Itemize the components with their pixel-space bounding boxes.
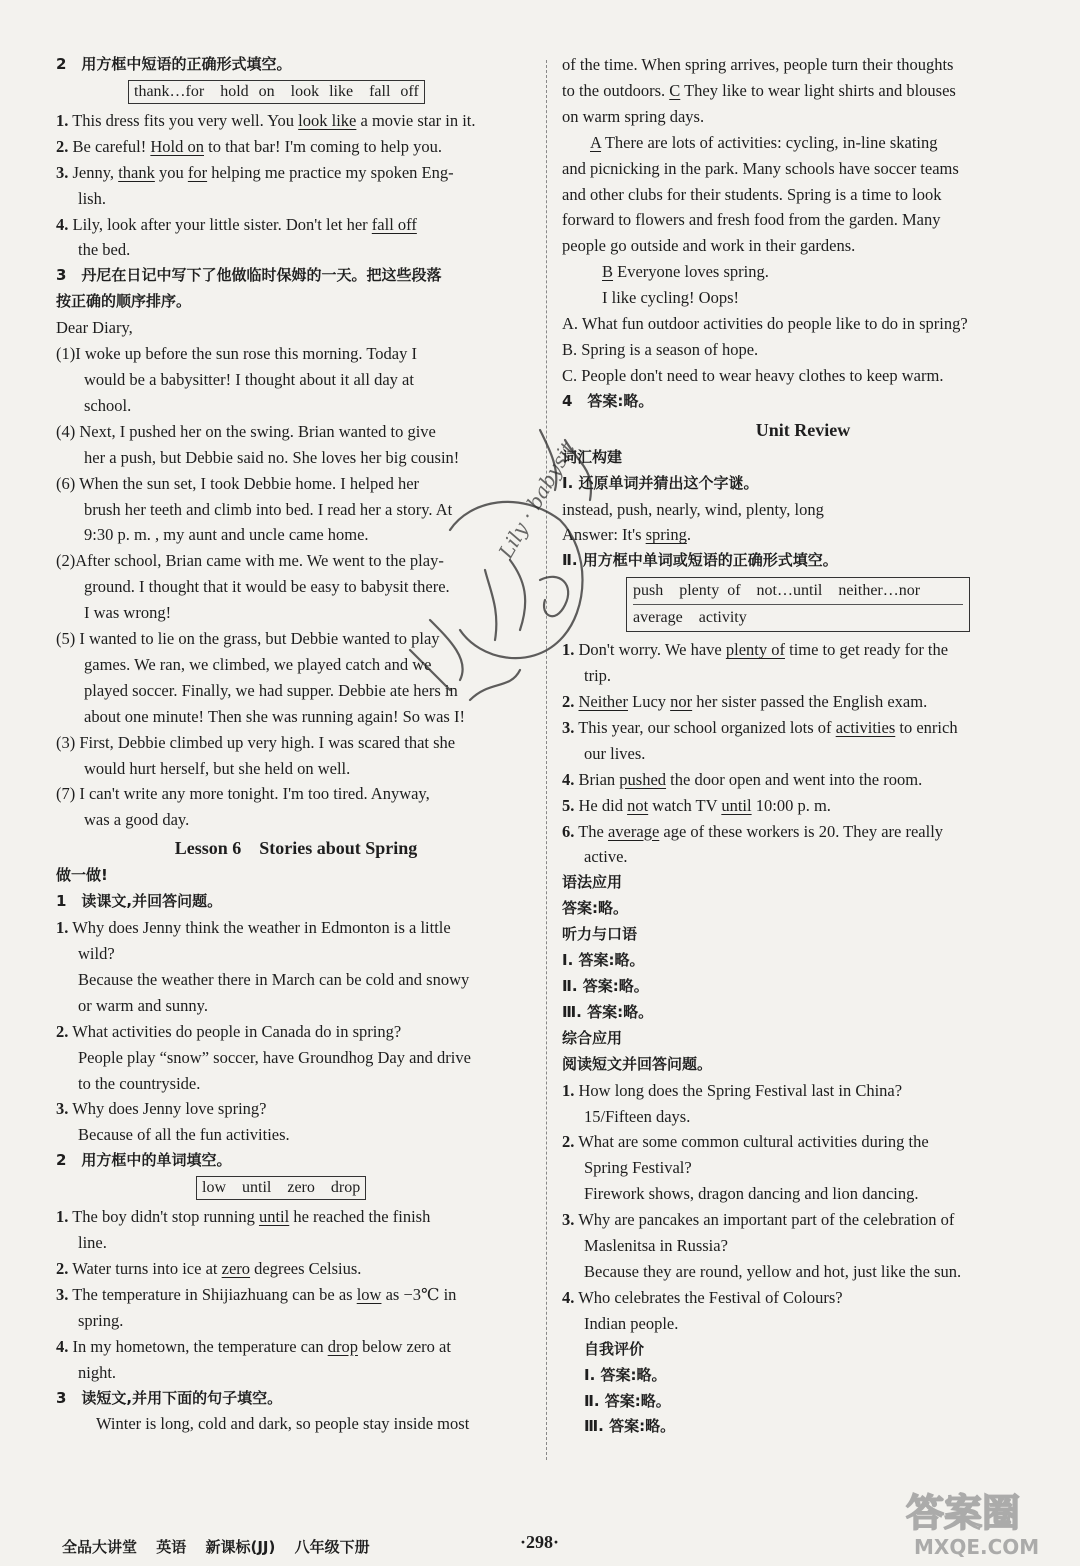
answer-line: Because the weather there in March can be cold and snowy bbox=[78, 969, 470, 989]
self-eval-ii: Ⅱ. 答案:略。 bbox=[584, 1391, 671, 1410]
l6-q2-word-box: low until zero drop bbox=[196, 1176, 366, 1200]
diary-greeting: Dear Diary, bbox=[56, 318, 133, 338]
item-text: he reached the finish bbox=[289, 1207, 431, 1227]
item-answer: not bbox=[627, 795, 649, 815]
item-number: 3. bbox=[562, 717, 575, 737]
diary-line: (5) I wanted to lie on the grass, but Debbie wanted to play bbox=[56, 629, 440, 649]
item-number: 5. bbox=[562, 795, 575, 815]
option-a: A. What fun outdoor activities do people like to do in spring? bbox=[562, 314, 968, 334]
vocab-heading: 词汇构建 bbox=[562, 447, 623, 466]
item-answer: nor bbox=[670, 692, 693, 712]
unit-review-item-cont: trip. bbox=[584, 666, 612, 686]
question-text: Why does Jenny love spring? bbox=[72, 1099, 267, 1119]
comprehensive-heading: 综合应用 bbox=[562, 1028, 623, 1047]
item-number: 2. bbox=[56, 1258, 69, 1278]
question-line bbox=[562, 1285, 1044, 1311]
unit-review-title: Unit Review bbox=[755, 419, 851, 440]
question-number: 1. bbox=[562, 1080, 575, 1100]
riddle-answer: Answer: It's spring. bbox=[562, 525, 692, 545]
zuoyizuo-heading: 做一做! bbox=[56, 866, 108, 885]
item-number: 3. bbox=[56, 1284, 69, 1304]
question-text: Why does Jenny think the weather in Edmonton is a little bbox=[72, 918, 451, 938]
fill-blank-item-cont: line. bbox=[78, 1233, 107, 1253]
column-divider bbox=[546, 60, 547, 1460]
listening-ii: Ⅱ. 答案:略。 bbox=[562, 977, 649, 995]
unit-review-items bbox=[562, 637, 1044, 870]
item-number: 2. bbox=[562, 692, 575, 712]
option-c: C. People don't need to wear heavy clothes to keep warm. bbox=[562, 365, 944, 385]
item-text: age of these workers is 20. They are really bbox=[659, 821, 944, 841]
item-number: 4. bbox=[56, 1336, 69, 1356]
passage-line-1: of the time. When spring arrives, people turn their thoughts bbox=[562, 55, 954, 74]
q3-heading-2: 按正确的顺序排序。 bbox=[56, 292, 192, 311]
self-eval-i: Ⅰ. 答案:略。 bbox=[584, 1365, 667, 1384]
watermark-logo bbox=[900, 1480, 1070, 1560]
reading-list bbox=[562, 1078, 1044, 1337]
grammar-heading: 语法应用 bbox=[562, 873, 623, 892]
item-text: This year, our school organized lots of bbox=[578, 717, 836, 737]
question-number: 3. bbox=[562, 1210, 575, 1230]
question-text: Why are pancakes an important part of the celebration of bbox=[578, 1210, 955, 1230]
unit-review-item bbox=[562, 793, 1044, 819]
unit-review-item bbox=[562, 689, 1044, 715]
item-answer: until bbox=[721, 795, 752, 815]
listening-iii: Ⅲ. 答案:略。 bbox=[562, 1002, 654, 1021]
item-answer: low bbox=[356, 1284, 382, 1304]
fill-blank-item bbox=[56, 1204, 536, 1230]
unit-review-item bbox=[562, 819, 1044, 845]
diary-line: (4) Next, I pushed her on the swing. Brian wanted to give bbox=[56, 421, 436, 441]
diary-line: (7) I can't write any more tonight. I'm too tired. Anyway, bbox=[56, 784, 430, 804]
fill-blank-item bbox=[56, 1282, 536, 1308]
unit-review-item-cont: active. bbox=[584, 847, 628, 867]
fill-blank-item bbox=[56, 1334, 536, 1360]
l6-q2-box-wrap bbox=[56, 1174, 536, 1204]
q2-item-1: 1. This dress fits you very well. You look like a movie star in it. bbox=[56, 110, 476, 130]
item-number: 6. bbox=[562, 821, 575, 841]
question-number: 4. bbox=[562, 1287, 575, 1307]
item-text: The boy didn't stop running bbox=[72, 1207, 259, 1227]
item-text: He did bbox=[578, 795, 628, 815]
footer-edition: 新课标(JJ) bbox=[205, 1538, 276, 1556]
diary-line: (2)After school, Brian came with me. We went to the play- bbox=[56, 551, 444, 571]
passage-line-10: I like cycling! Oops! bbox=[602, 288, 740, 308]
l6-q2-list bbox=[56, 1204, 536, 1385]
question-number: 2. bbox=[56, 1021, 69, 1041]
diary-line: (3) First, Debbie climbed up very high. I was scared that she bbox=[56, 732, 456, 752]
option-b: B. Spring is a season of hope. bbox=[562, 339, 759, 359]
passage-line-5: and picnicking in the park. Many schools have soccer teams bbox=[562, 158, 959, 178]
question-text: How long does the Spring Festival last in China? bbox=[578, 1080, 903, 1100]
item-text: to enrich bbox=[895, 717, 958, 737]
l6-q3-text: Winter is long, cold and dark, so people stay inside most bbox=[96, 1414, 470, 1434]
item-number: 4. bbox=[562, 769, 575, 789]
l6-q2-heading: 2 用方框中的单词填空。 bbox=[56, 1151, 232, 1170]
q2-item-2: 2. Be careful! Hold on to that bar! I'm coming to help you. bbox=[56, 136, 443, 156]
item-text: Water turns into ice at bbox=[72, 1258, 222, 1278]
item-text: The bbox=[578, 821, 608, 841]
item-answer: activities bbox=[835, 717, 896, 737]
q2-box-wrap bbox=[56, 78, 536, 108]
q2-item-4: 4. Lily, look after your little sister. Don't let her fall off bbox=[56, 214, 417, 234]
diary-line: (6) When the sun set, I took Debbie home. I helped her bbox=[56, 473, 420, 493]
item-answer: zero bbox=[221, 1258, 251, 1278]
unit-review-word-box bbox=[626, 577, 970, 632]
answer-line: Indian people. bbox=[584, 1313, 679, 1333]
l6-q1-list bbox=[56, 915, 536, 1148]
item-text: The temperature in Shijiazhuang can be as bbox=[72, 1284, 357, 1304]
diary-line: was a good day. bbox=[84, 810, 190, 830]
diary-line: 9:30 p. m. , my aunt and uncle came home. bbox=[84, 525, 369, 545]
left-column bbox=[56, 52, 536, 1437]
item-answer: pushed bbox=[619, 769, 667, 789]
question-text: Maslenitsa in Russia? bbox=[584, 1236, 728, 1256]
unit-review-item bbox=[562, 715, 1044, 741]
item-text: Brian bbox=[578, 769, 620, 789]
passage-line-3: on warm spring days. bbox=[562, 106, 705, 126]
unit-review-item-cont: our lives. bbox=[584, 743, 646, 763]
svg-text:Lily · babysit: Lily · babysit bbox=[493, 437, 580, 563]
page-footer bbox=[62, 1536, 384, 1557]
self-eval-heading: 自我评价 bbox=[584, 1339, 645, 1358]
diary-line: brush her teeth and climb into bed. I read her a story. At bbox=[84, 499, 453, 519]
item-text: below zero at bbox=[357, 1336, 451, 1356]
diary-line: games. We ran, we climbed, we played catch and we bbox=[84, 654, 432, 674]
question-line bbox=[562, 1233, 1044, 1259]
q2-item-3: 3. Jenny, thank you for helping me practice my spoken Eng- bbox=[56, 162, 454, 182]
fill-blank-item-cont: night. bbox=[78, 1362, 117, 1382]
item-answer: Neither bbox=[578, 692, 628, 712]
vocab-words: instead, push, nearly, wind, plenty, long bbox=[562, 499, 824, 519]
footer-subject: 英语 bbox=[156, 1538, 187, 1556]
q2-item-3-cont: lish. bbox=[78, 188, 106, 208]
passage-line-7: forward to flowers and fresh food from the garden. Many bbox=[562, 210, 941, 230]
item-text: her sister passed the English exam. bbox=[692, 692, 928, 712]
item-number: 1. bbox=[562, 640, 575, 660]
question-text: wild? bbox=[78, 944, 115, 963]
q2-word-box: thank…for hold on look like fall off bbox=[128, 80, 425, 104]
answer-line: People play “snow” soccer, have Groundhog Day and drive bbox=[78, 1047, 471, 1067]
question-line bbox=[562, 1078, 1044, 1104]
diary-line: would hurt herself, but she held on well. bbox=[84, 758, 351, 778]
answer-line: 15/Fifteen days. bbox=[584, 1106, 691, 1126]
vocab-i-heading: Ⅰ. 还原单词并猜出这个字谜。 bbox=[562, 473, 759, 492]
fill-blank-item bbox=[56, 1256, 536, 1282]
diary-line: ground. I thought that it would be easy to babysit there. bbox=[84, 577, 450, 597]
q3-heading-1: 3 丹尼在日记中写下了他做临时保姆的一天。把这些段落 bbox=[56, 266, 442, 285]
question-line bbox=[562, 1207, 1044, 1233]
question-line bbox=[56, 1096, 536, 1122]
diary-line: school. bbox=[84, 395, 132, 415]
item-answer: drop bbox=[327, 1336, 358, 1356]
item-answer: average bbox=[607, 821, 660, 841]
passage-line-6: and other clubs for their students. Spring is a time to look bbox=[562, 184, 942, 204]
item-text: 10:00 p. m. bbox=[751, 795, 831, 815]
unit-review-item bbox=[562, 767, 1044, 793]
listening-i: Ⅰ. 答案:略。 bbox=[562, 951, 645, 970]
answer-line: Because of all the fun activities. bbox=[78, 1125, 290, 1145]
item-answer: plenty of bbox=[725, 640, 785, 660]
word-box-row-2: average activity bbox=[633, 609, 747, 627]
answer-line: or warm and sunny. bbox=[78, 995, 208, 1015]
passage-line-8: people go outside and work in their gardens. bbox=[562, 236, 856, 256]
diary-line: (1)I woke up before the sun rose this morning. Today I bbox=[56, 344, 418, 364]
passage-line-c: to the outdoors. C They like to wear light shirts and blouses bbox=[562, 80, 956, 100]
footer-brand: 全品大讲堂 bbox=[62, 1538, 138, 1556]
item-text: as −3℃ in bbox=[381, 1284, 457, 1304]
diary-line: about one minute! Then she was running again! So was I! bbox=[84, 706, 465, 726]
answer-line: to the countryside. bbox=[78, 1073, 201, 1093]
question-text: Who celebrates the Festival of Colours? bbox=[578, 1287, 843, 1307]
question-text: What activities do people in Canada do in spring? bbox=[72, 1021, 402, 1041]
item-text: watch TV bbox=[648, 795, 722, 815]
vocab-ii-heading: Ⅱ. 用方框中单词或短语的正确形式填空。 bbox=[562, 551, 838, 570]
question-number: 2. bbox=[562, 1132, 575, 1152]
question-line bbox=[562, 1155, 1044, 1181]
item-text: Don't worry. We have bbox=[578, 640, 726, 660]
diary-line: would be a babysitter! I thought about it all day at bbox=[84, 369, 414, 389]
q4-answer: 4 答案:略。 bbox=[562, 391, 654, 410]
svg-text:MXQE.COM: MXQE.COM bbox=[914, 1535, 1040, 1559]
footer-grade: 八年级下册 bbox=[294, 1538, 370, 1556]
item-text: degrees Celsius. bbox=[250, 1258, 362, 1278]
reading-heading: 阅读短文并回答问题。 bbox=[562, 1054, 713, 1073]
diary-line: I was wrong! bbox=[84, 603, 172, 623]
diary-line: played soccer. Finally, we had supper. Debbie ate hers in bbox=[84, 680, 458, 700]
right-column bbox=[562, 52, 1044, 1440]
q2-item-4-cont: the bed. bbox=[78, 240, 131, 260]
item-text: time to get ready for the bbox=[784, 640, 949, 660]
unit-review-item bbox=[562, 637, 1044, 663]
question-number: 3. bbox=[56, 1099, 69, 1119]
q2-heading: 2 用方框中短语的正确形式填空。 bbox=[56, 55, 292, 73]
question-line bbox=[56, 941, 536, 967]
self-eval-iii: Ⅲ. 答案:略。 bbox=[584, 1417, 676, 1436]
answer-line: Because they are round, yellow and hot, just like the sun. bbox=[584, 1261, 962, 1281]
passage-line-b: B Everyone loves spring. bbox=[602, 262, 769, 282]
item-text: Lucy bbox=[627, 692, 671, 712]
question-line bbox=[56, 915, 536, 941]
page-number: ·298· bbox=[520, 1532, 560, 1552]
handwriting-scribble bbox=[390, 410, 630, 710]
question-line bbox=[56, 1019, 536, 1045]
svg-text:答案圈: 答案圈 bbox=[906, 1491, 1021, 1535]
lesson-6-title: Lesson 6 Stories about Spring bbox=[174, 838, 418, 859]
passage-line-a: A There are lots of activities: cycling, in-line skating bbox=[590, 132, 938, 152]
diary-line: her a push, but Debbie said no. She loves her big cousin! bbox=[84, 447, 460, 467]
grammar-answer: 答案:略。 bbox=[562, 899, 628, 918]
item-answer: until bbox=[258, 1207, 290, 1227]
question-number: 1. bbox=[56, 918, 69, 938]
item-number: 1. bbox=[56, 1207, 69, 1227]
l6-q1-heading: 1 读课文,并回答问题。 bbox=[56, 892, 223, 911]
question-text: Spring Festival? bbox=[584, 1158, 692, 1178]
question-text: What are some common cultural activities during the bbox=[578, 1132, 929, 1152]
fill-blank-item-cont: spring. bbox=[78, 1310, 124, 1330]
question-line bbox=[562, 1129, 1044, 1155]
l6-q3-heading: 3 读短文,并用下面的句子填空。 bbox=[56, 1388, 283, 1407]
answer-line: Firework shows, dragon dancing and lion dancing. bbox=[584, 1184, 919, 1204]
item-text: the door open and went into the room. bbox=[666, 769, 923, 789]
item-text: In my hometown, the temperature can bbox=[72, 1336, 328, 1356]
listening-heading: 听力与口语 bbox=[562, 925, 638, 944]
word-box-row-1: push plenty of not…until neither…nor bbox=[633, 578, 963, 605]
